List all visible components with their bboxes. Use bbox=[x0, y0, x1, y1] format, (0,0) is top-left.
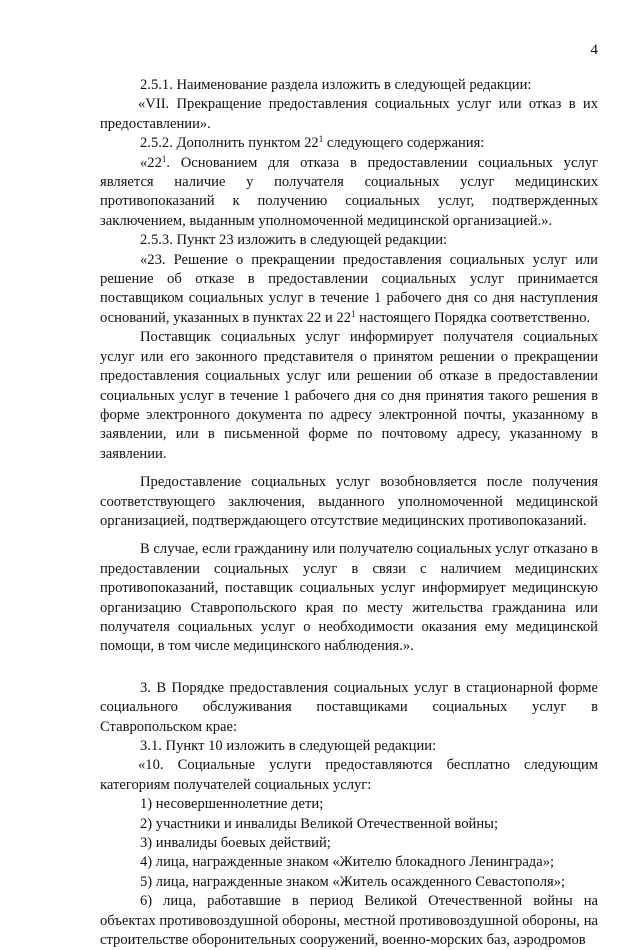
paragraph-2-5-1: 2.5.1. Наименование раздела изложить в следующей редакции: bbox=[140, 77, 532, 93]
paragraph-2-5-3: 2.5.3. Пункт 23 изложить в следующей редакции: bbox=[140, 232, 448, 249]
paragraph-22-1: «$22^1$. Основанием для отказа в предоставлении социальных услуг является наличие у получателя социальных услуг медицинских противопоказаний к получению социальных услуг, подтвержденных заключением, выданным уполномоченной медицинской организацией.». bbox=[100, 153, 598, 229]
list-item-3: 3) инвалиды боевых действий; bbox=[140, 835, 331, 852]
paragraph-10: «10. Социальные услуги предоставляются бесплатно следующим категориям получателей социальных услуг: bbox=[100, 757, 598, 793]
paragraph-3-1: 3.1. Пункт 10 изложить в следующей редакции: bbox=[140, 738, 437, 754]
paragraph-refusal-case: В случае, если гражданину или получателю социальных услуг отказано в предоставлении социальных услуг в связи с наличием медицинских противопоказаний, поставщик социальных услуг информирует медицинскую организацию Ставропольского края по месту жительства гражданина или получателя социальных услуг о необходимости оказания ему медицинской помощи, в том числе медицинского наблюдения.». bbox=[100, 541, 598, 655]
paragraph-23: «23. Решение о прекращении предоставления социальных услуг или решение об отказе в предоставлении социальных услуг принимается поставщиком социальных услуг в течение 1 рабочего дня со дня наступления оснований, указанных в пунктах 22 и $22^1$ настоящего Порядка соответственно. bbox=[100, 251, 598, 326]
list-item-4: 4) лица, награжденные знаком «Жителю блокадного Ленинграда»; bbox=[140, 854, 555, 871]
list-item-2: 2) участники и инвалиды Великой Отечественной войны; bbox=[140, 815, 498, 832]
superscript: 1 bbox=[351, 308, 356, 319]
superscript: 1 bbox=[161, 153, 167, 164]
paragraph-3: 3. В Порядке предоставления социальных услуг в стационарной форме социального обслуживания поставщиками социальных услуг в Ставропольском крае: bbox=[100, 679, 598, 735]
list-item-6: 6) лица, работавшие в период Великой Отечественной войны на объектах противовоздушной обороны, местной противовоздушной обороны, на строительстве оборонительных сооружений, военно-морских баз, аэродромов bbox=[100, 893, 598, 949]
superscript: 1 bbox=[318, 134, 324, 145]
paragraph-section-vii: «VII. Прекращение предоставления социальных услуг или отказ в их предоставлении». bbox=[100, 96, 598, 132]
paragraph-resumption: Предоставление социальных услуг возобновляется после получения соответствующего заключения, выданного уполномоченной медицинской организацией, подтверждающего отсутствие медицинских противопоказаний. bbox=[100, 474, 598, 529]
page-number: 4 bbox=[590, 42, 598, 58]
paragraph-2-5-2: 2.5.2. Дополнить пунктом $22^1$ следующего содержания: bbox=[140, 134, 485, 152]
list-item-5: 5) лица, награжденные знаком «Житель осажденного Севастополя»; bbox=[140, 873, 566, 890]
paragraph-informing: Поставщик социальных услуг информирует получателя социальных услуг или его законного представителя о принятом решении о прекращении предоставления социальных услуг или решении об отказе в предоставлении социальных услуг в течение 1 рабочего дня со дня принятия такого решения в форме электронного документа по адресу электронной почты, указанному в заявлении, или в письменной форме по почтовому адресу, указанному в заявлении. bbox=[100, 329, 598, 462]
list-item-1: 1) несовершеннолетние дети; bbox=[140, 796, 324, 813]
